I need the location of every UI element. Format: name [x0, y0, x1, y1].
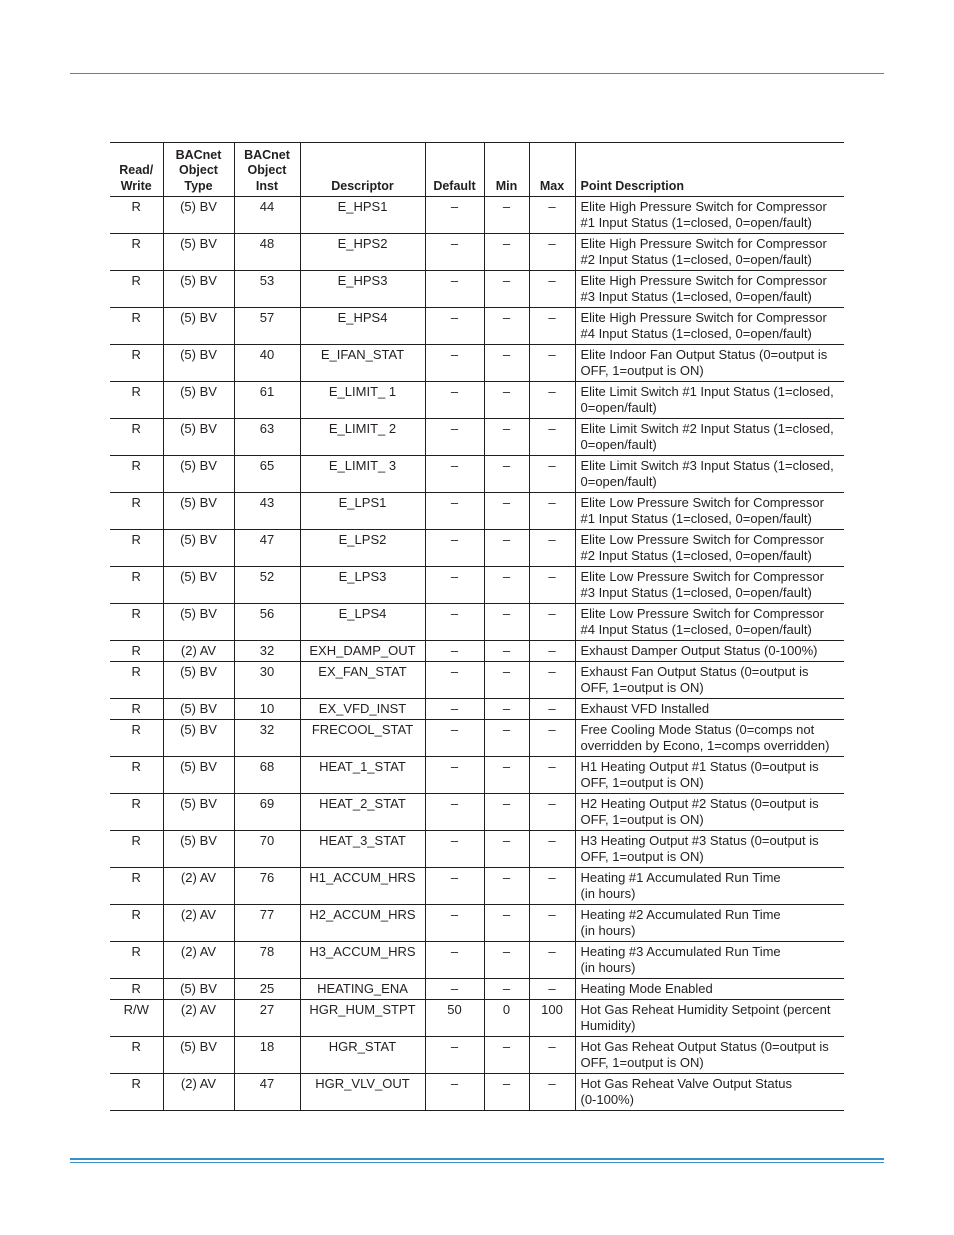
cell-point-description	[575, 530, 844, 567]
point-description-line: Humidity)	[580, 1018, 636, 1033]
cell-object-type: (5) BV	[163, 456, 234, 493]
cell-point-description	[575, 757, 844, 794]
cell-default: –	[425, 1037, 484, 1074]
cell-max: –	[529, 1037, 575, 1074]
cell-default: –	[425, 567, 484, 604]
cell-object-inst: 78	[234, 942, 300, 979]
cell-default: –	[425, 493, 484, 530]
col-header-max: Max	[529, 143, 575, 197]
cell-descriptor: E_LPS1	[300, 493, 425, 530]
point-description-line: (in hours)	[580, 960, 636, 975]
cell-min: –	[484, 942, 529, 979]
cell-object-inst: 47	[234, 1074, 300, 1111]
cell-max: –	[529, 345, 575, 382]
cell-object-type: (5) BV	[163, 419, 234, 456]
cell-descriptor: HEAT_3_STAT	[300, 831, 425, 868]
cell-max: –	[529, 868, 575, 905]
cell-min: –	[484, 567, 529, 604]
cell-object-type: (5) BV	[163, 308, 234, 345]
cell-max: –	[529, 979, 575, 1000]
point-description-line: (0-100%)	[580, 1092, 634, 1107]
table-row	[110, 720, 844, 757]
cell-object-type: (5) BV	[163, 345, 234, 382]
cell-read-write: R	[110, 567, 163, 604]
table-row	[110, 382, 844, 419]
cell-object-inst: 53	[234, 271, 300, 308]
cell-default: –	[425, 699, 484, 720]
cell-object-inst: 76	[234, 868, 300, 905]
table-row	[110, 868, 844, 905]
point-description-line: Elite Limit Switch #2 Input Status (1=closed,	[580, 421, 834, 436]
point-description-line: H3 Heating Output #3 Status (0=output is	[580, 833, 819, 848]
table-row	[110, 905, 844, 942]
col-header-object-inst: BACnet Object Inst	[234, 143, 300, 197]
cell-max: –	[529, 662, 575, 699]
cell-descriptor: EXH_DAMP_OUT	[300, 641, 425, 662]
col-header-min: Min	[484, 143, 529, 197]
cell-object-inst: 65	[234, 456, 300, 493]
cell-descriptor: H2_ACCUM_HRS	[300, 905, 425, 942]
point-description-line: OFF, 1=output is ON)	[580, 849, 704, 864]
cell-object-type: (5) BV	[163, 794, 234, 831]
table-row	[110, 1074, 844, 1111]
point-description-line: Elite High Pressure Switch for Compressor	[580, 199, 827, 214]
cell-object-type: (5) BV	[163, 720, 234, 757]
point-description-line: Elite High Pressure Switch for Compressor	[580, 236, 827, 251]
point-description-line: OFF, 1=output is ON)	[580, 812, 704, 827]
cell-object-inst: 77	[234, 905, 300, 942]
cell-max: –	[529, 493, 575, 530]
point-description-line: #2 Input Status (1=closed, 0=open/fault)	[580, 548, 812, 563]
cell-min: –	[484, 234, 529, 271]
cell-object-inst: 52	[234, 567, 300, 604]
point-description-line: Elite Low Pressure Switch for Compressor	[580, 532, 824, 547]
point-description-line: #4 Input Status (1=closed, 0=open/fault)	[580, 326, 812, 341]
cell-read-write: R	[110, 345, 163, 382]
point-description-line: Exhaust Fan Output Status (0=output is	[580, 664, 809, 679]
bacnet-points-table	[110, 142, 844, 1111]
table-row	[110, 604, 844, 641]
point-description-line: #1 Input Status (1=closed, 0=open/fault)	[580, 511, 812, 526]
cell-read-write: R	[110, 1074, 163, 1111]
point-description-line: 0=open/fault)	[580, 437, 657, 452]
cell-default: –	[425, 234, 484, 271]
point-description-line: Elite Limit Switch #1 Input Status (1=closed,	[580, 384, 834, 399]
point-description-line: Elite Low Pressure Switch for Compressor	[580, 606, 824, 621]
cell-max: –	[529, 905, 575, 942]
cell-descriptor: E_LIMIT_ 3	[300, 456, 425, 493]
cell-object-type: (5) BV	[163, 197, 234, 234]
cell-read-write: R	[110, 604, 163, 641]
cell-point-description	[575, 868, 844, 905]
cell-read-write: R	[110, 308, 163, 345]
cell-object-inst: 70	[234, 831, 300, 868]
cell-default: –	[425, 720, 484, 757]
cell-default: –	[425, 530, 484, 567]
cell-point-description	[575, 720, 844, 757]
point-description-line: Hot Gas Reheat Humidity Setpoint (percent	[580, 1002, 831, 1017]
cell-max: –	[529, 720, 575, 757]
footer-rule-thin	[70, 1162, 884, 1163]
cell-object-type: (5) BV	[163, 757, 234, 794]
cell-object-type: (2) AV	[163, 1000, 234, 1037]
footer-rule	[70, 1158, 884, 1160]
cell-min: –	[484, 979, 529, 1000]
cell-read-write: R	[110, 382, 163, 419]
cell-object-inst: 30	[234, 662, 300, 699]
point-description-line: #4 Input Status (1=closed, 0=open/fault)	[580, 622, 812, 637]
cell-object-inst: 44	[234, 197, 300, 234]
cell-object-type: (2) AV	[163, 641, 234, 662]
point-description-line: #3 Input Status (1=closed, 0=open/fault)	[580, 585, 812, 600]
cell-object-type: (5) BV	[163, 493, 234, 530]
cell-read-write: R	[110, 456, 163, 493]
cell-read-write: R	[110, 641, 163, 662]
table-body	[110, 197, 844, 1111]
cell-object-inst: 18	[234, 1037, 300, 1074]
col-header-default: Default	[425, 143, 484, 197]
cell-default: –	[425, 1074, 484, 1111]
point-description-line: #3 Input Status (1=closed, 0=open/fault)	[580, 289, 812, 304]
cell-default: –	[425, 308, 484, 345]
cell-read-write: R	[110, 905, 163, 942]
cell-max: –	[529, 271, 575, 308]
cell-point-description	[575, 567, 844, 604]
cell-min: 0	[484, 1000, 529, 1037]
cell-point-description	[575, 456, 844, 493]
cell-read-write: R	[110, 271, 163, 308]
cell-read-write: R	[110, 1037, 163, 1074]
cell-read-write: R	[110, 720, 163, 757]
table-row	[110, 1000, 844, 1037]
point-description-line: Heating #2 Accumulated Run Time	[580, 907, 781, 922]
cell-default: –	[425, 419, 484, 456]
cell-descriptor: HGR_STAT	[300, 1037, 425, 1074]
cell-default: –	[425, 979, 484, 1000]
cell-object-type: (5) BV	[163, 234, 234, 271]
cell-object-type: (2) AV	[163, 1074, 234, 1111]
cell-read-write: R	[110, 419, 163, 456]
point-description-line: #2 Input Status (1=closed, 0=open/fault)	[580, 252, 812, 267]
cell-default: 50	[425, 1000, 484, 1037]
cell-point-description	[575, 197, 844, 234]
cell-min: –	[484, 641, 529, 662]
point-description-line: 0=open/fault)	[580, 474, 657, 489]
cell-point-description	[575, 1074, 844, 1111]
cell-min: –	[484, 794, 529, 831]
cell-default: –	[425, 197, 484, 234]
cell-max: –	[529, 197, 575, 234]
cell-default: –	[425, 905, 484, 942]
cell-min: –	[484, 493, 529, 530]
table-row	[110, 567, 844, 604]
cell-read-write: R/W	[110, 1000, 163, 1037]
cell-point-description	[575, 234, 844, 271]
cell-max: –	[529, 382, 575, 419]
cell-min: –	[484, 699, 529, 720]
cell-max: –	[529, 308, 575, 345]
cell-object-inst: 47	[234, 530, 300, 567]
cell-object-inst: 68	[234, 757, 300, 794]
cell-descriptor: EX_FAN_STAT	[300, 662, 425, 699]
point-description-line: Elite Low Pressure Switch for Compressor	[580, 569, 824, 584]
cell-point-description	[575, 1037, 844, 1074]
cell-descriptor: HEAT_2_STAT	[300, 794, 425, 831]
cell-default: –	[425, 794, 484, 831]
table-row	[110, 493, 844, 530]
cell-max: –	[529, 794, 575, 831]
cell-object-type: (5) BV	[163, 831, 234, 868]
cell-max: –	[529, 1074, 575, 1111]
cell-min: –	[484, 382, 529, 419]
cell-object-type: (5) BV	[163, 567, 234, 604]
cell-min: –	[484, 1074, 529, 1111]
cell-max: –	[529, 234, 575, 271]
cell-min: –	[484, 868, 529, 905]
cell-min: –	[484, 345, 529, 382]
table-row	[110, 234, 844, 271]
cell-read-write: R	[110, 831, 163, 868]
table-row	[110, 197, 844, 234]
cell-default: –	[425, 757, 484, 794]
cell-object-type: (5) BV	[163, 699, 234, 720]
cell-descriptor: H1_ACCUM_HRS	[300, 868, 425, 905]
point-description-line: H1 Heating Output #1 Status (0=output is	[580, 759, 819, 774]
cell-descriptor: HGR_VLV_OUT	[300, 1074, 425, 1111]
point-description-line: (in hours)	[580, 886, 636, 901]
cell-min: –	[484, 757, 529, 794]
cell-object-inst: 43	[234, 493, 300, 530]
cell-default: –	[425, 662, 484, 699]
cell-max: –	[529, 757, 575, 794]
cell-descriptor: E_HPS4	[300, 308, 425, 345]
table-row	[110, 942, 844, 979]
table-row	[110, 419, 844, 456]
cell-read-write: R	[110, 493, 163, 530]
cell-object-type: (5) BV	[163, 1037, 234, 1074]
cell-point-description	[575, 1000, 844, 1037]
cell-read-write: R	[110, 979, 163, 1000]
cell-point-description	[575, 419, 844, 456]
point-description-line: Exhaust Damper Output Status (0-100%)	[580, 643, 818, 658]
point-description-line: overridden by Econo, 1=comps overridden)	[580, 738, 830, 753]
cell-descriptor: HGR_HUM_STPT	[300, 1000, 425, 1037]
table-row	[110, 308, 844, 345]
point-description-line: Elite Limit Switch #3 Input Status (1=closed,	[580, 458, 834, 473]
cell-object-inst: 63	[234, 419, 300, 456]
table-row	[110, 699, 844, 720]
cell-object-type: (5) BV	[163, 271, 234, 308]
cell-object-inst: 32	[234, 720, 300, 757]
cell-default: –	[425, 641, 484, 662]
point-description-line: (in hours)	[580, 923, 636, 938]
cell-point-description	[575, 345, 844, 382]
cell-object-inst: 40	[234, 345, 300, 382]
cell-object-inst: 57	[234, 308, 300, 345]
point-description-line: Elite Indoor Fan Output Status (0=output is	[580, 347, 828, 362]
cell-read-write: R	[110, 794, 163, 831]
table-row	[110, 1037, 844, 1074]
cell-max: –	[529, 419, 575, 456]
cell-read-write: R	[110, 942, 163, 979]
cell-object-type: (5) BV	[163, 530, 234, 567]
cell-read-write: R	[110, 530, 163, 567]
cell-descriptor: EX_VFD_INST	[300, 699, 425, 720]
point-description-line: Elite Low Pressure Switch for Compressor	[580, 495, 824, 510]
cell-min: –	[484, 271, 529, 308]
cell-default: –	[425, 942, 484, 979]
col-header-point-description: Point Description	[575, 143, 844, 197]
cell-descriptor: E_LIMIT_ 1	[300, 382, 425, 419]
cell-default: –	[425, 382, 484, 419]
cell-object-type: (5) BV	[163, 662, 234, 699]
cell-point-description	[575, 905, 844, 942]
point-description-line: Heating #3 Accumulated Run Time	[580, 944, 781, 959]
cell-read-write: R	[110, 662, 163, 699]
cell-descriptor: E_HPS3	[300, 271, 425, 308]
cell-max: –	[529, 641, 575, 662]
cell-default: –	[425, 868, 484, 905]
cell-object-inst: 48	[234, 234, 300, 271]
point-description-line: Free Cooling Mode Status (0=comps not	[580, 722, 815, 737]
cell-point-description	[575, 493, 844, 530]
point-description-line: OFF, 1=output is ON)	[580, 1055, 704, 1070]
cell-min: –	[484, 419, 529, 456]
cell-default: –	[425, 271, 484, 308]
cell-point-description	[575, 271, 844, 308]
cell-min: –	[484, 530, 529, 567]
cell-default: –	[425, 604, 484, 641]
cell-max: 100	[529, 1000, 575, 1037]
cell-point-description	[575, 979, 844, 1000]
table-row	[110, 345, 844, 382]
cell-object-inst: 61	[234, 382, 300, 419]
cell-point-description	[575, 604, 844, 641]
cell-min: –	[484, 604, 529, 641]
table-row	[110, 641, 844, 662]
point-description-line: Hot Gas Reheat Output Status (0=output is	[580, 1039, 829, 1054]
point-description-line: #1 Input Status (1=closed, 0=open/fault)	[580, 215, 812, 230]
cell-point-description	[575, 794, 844, 831]
col-header-descriptor: Descriptor	[300, 143, 425, 197]
cell-object-inst: 56	[234, 604, 300, 641]
cell-object-inst: 32	[234, 641, 300, 662]
cell-point-description	[575, 641, 844, 662]
cell-min: –	[484, 720, 529, 757]
cell-object-type: (5) BV	[163, 979, 234, 1000]
cell-descriptor: HEATING_ENA	[300, 979, 425, 1000]
cell-object-inst: 69	[234, 794, 300, 831]
cell-descriptor: E_LPS4	[300, 604, 425, 641]
cell-read-write: R	[110, 197, 163, 234]
col-header-read-write: Read/ Write	[110, 143, 163, 197]
cell-max: –	[529, 831, 575, 868]
cell-max: –	[529, 567, 575, 604]
cell-max: –	[529, 942, 575, 979]
table-row	[110, 794, 844, 831]
cell-max: –	[529, 530, 575, 567]
cell-min: –	[484, 1037, 529, 1074]
cell-object-type: (2) AV	[163, 942, 234, 979]
cell-descriptor: H3_ACCUM_HRS	[300, 942, 425, 979]
cell-point-description	[575, 662, 844, 699]
cell-min: –	[484, 831, 529, 868]
cell-min: –	[484, 905, 529, 942]
cell-descriptor: E_HPS2	[300, 234, 425, 271]
table-row	[110, 979, 844, 1000]
cell-object-type: (5) BV	[163, 604, 234, 641]
cell-max: –	[529, 456, 575, 493]
cell-read-write: R	[110, 699, 163, 720]
point-description-line: Exhaust VFD Installed	[580, 701, 710, 716]
cell-descriptor: FRECOOL_STAT	[300, 720, 425, 757]
cell-default: –	[425, 345, 484, 382]
point-description-line: Hot Gas Reheat Valve Output Status	[580, 1076, 792, 1091]
table-row	[110, 271, 844, 308]
cell-point-description	[575, 831, 844, 868]
cell-default: –	[425, 456, 484, 493]
cell-point-description	[575, 308, 844, 345]
table-row	[110, 757, 844, 794]
cell-read-write: R	[110, 757, 163, 794]
point-description-line: 0=open/fault)	[580, 400, 657, 415]
table-row	[110, 456, 844, 493]
cell-object-type: (5) BV	[163, 382, 234, 419]
point-description-line: Elite High Pressure Switch for Compressor	[580, 273, 827, 288]
cell-object-inst: 25	[234, 979, 300, 1000]
cell-descriptor: E_LIMIT_ 2	[300, 419, 425, 456]
cell-object-type: (2) AV	[163, 868, 234, 905]
cell-object-inst: 10	[234, 699, 300, 720]
cell-read-write: R	[110, 868, 163, 905]
table-row	[110, 530, 844, 567]
point-description-line: Elite High Pressure Switch for Compressor	[580, 310, 827, 325]
point-description-line: Heating #1 Accumulated Run Time	[580, 870, 781, 885]
cell-point-description	[575, 699, 844, 720]
cell-descriptor: E_LPS3	[300, 567, 425, 604]
cell-descriptor: E_HPS1	[300, 197, 425, 234]
point-description-line: OFF, 1=output is ON)	[580, 775, 704, 790]
cell-min: –	[484, 197, 529, 234]
cell-point-description	[575, 382, 844, 419]
cell-min: –	[484, 662, 529, 699]
header-rule	[70, 73, 884, 74]
col-header-object-type: BACnet Object Type	[163, 143, 234, 197]
point-description-line: OFF, 1=output is ON)	[580, 363, 704, 378]
cell-min: –	[484, 308, 529, 345]
cell-min: –	[484, 456, 529, 493]
table-row	[110, 662, 844, 699]
cell-object-type: (2) AV	[163, 905, 234, 942]
point-description-line: OFF, 1=output is ON)	[580, 680, 704, 695]
cell-max: –	[529, 604, 575, 641]
cell-descriptor: HEAT_1_STAT	[300, 757, 425, 794]
table-row	[110, 831, 844, 868]
cell-read-write: R	[110, 234, 163, 271]
point-description-line: Heating Mode Enabled	[580, 981, 713, 996]
cell-descriptor: E_LPS2	[300, 530, 425, 567]
cell-point-description	[575, 942, 844, 979]
cell-max: –	[529, 699, 575, 720]
cell-default: –	[425, 831, 484, 868]
cell-object-inst: 27	[234, 1000, 300, 1037]
cell-descriptor: E_IFAN_STAT	[300, 345, 425, 382]
point-description-line: H2 Heating Output #2 Status (0=output is	[580, 796, 819, 811]
table-header-row	[110, 143, 844, 197]
